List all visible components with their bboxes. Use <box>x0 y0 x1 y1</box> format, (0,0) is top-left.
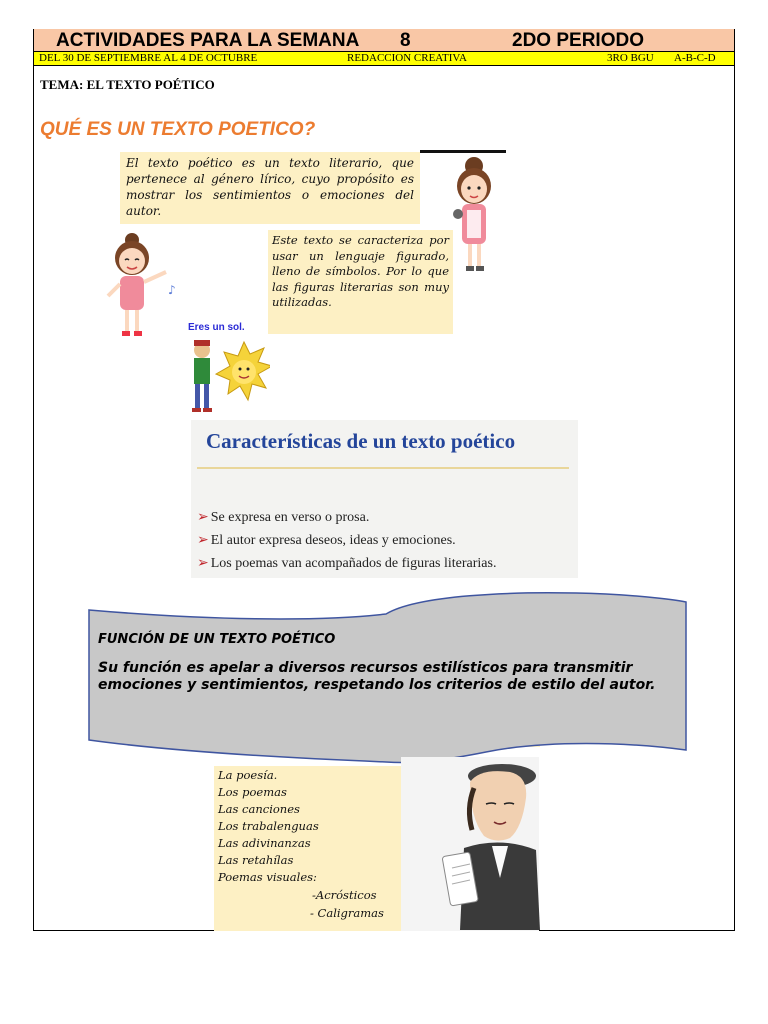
subheader-row <box>34 52 734 66</box>
list-item: Poemas visuales: <box>218 870 317 884</box>
list-item: La poesía. <box>218 768 278 782</box>
characteristics-title: Características de un texto poético <box>206 429 516 453</box>
poet-illustration <box>440 758 540 930</box>
characteristics-divider <box>197 467 569 469</box>
list-subitem: - Caligramas <box>310 906 384 920</box>
list-subitem: -Acrósticos <box>312 888 377 902</box>
language-card: Este texto se caracteriza por usar un lenguaje figurado, lleno de símbolos. Por lo que las figuras literarias son muy utilizadas. <box>268 230 453 334</box>
section-question: QUÉ ES UN TEXTO POETICO? <box>40 119 316 140</box>
list-item: Las adivinanzas <box>218 836 311 850</box>
function-text: Su función es apelar a diversos recursos estilísticos para transmitir emociones y sentimientos, respetando los criterios de estilo del autor. <box>98 660 656 693</box>
header-dates: DEL 30 DE SEPTIEMBRE AL 4 DE OCTUBRE <box>39 52 258 64</box>
boy-and-sun-illustration <box>188 336 270 414</box>
girl-singing-illustration <box>438 152 510 274</box>
characteristics-panel <box>191 420 578 578</box>
characteristic-item: ➢ El autor expresa deseos, ideas y emociones. <box>197 533 456 548</box>
sun-caption: Eres un sol. <box>188 322 245 333</box>
header-row <box>34 29 734 52</box>
arrow-bullet-icon: ➢ <box>197 556 209 571</box>
arrow-bullet-icon: ➢ <box>197 510 209 525</box>
arrow-bullet-icon: ➢ <box>197 533 209 548</box>
list-item: Los poemas <box>218 785 287 799</box>
list-item: Las retahílas <box>218 853 294 867</box>
header-grade: 3RO BGU <box>607 52 654 64</box>
header-week: 8 <box>400 30 411 51</box>
svg-text:♪: ♪ <box>168 283 176 297</box>
characteristic-item: ➢ Se expresa en verso o prosa. <box>197 510 370 525</box>
definition-card: El texto poético es un texto literario, que pertenece al género lírico, cuyo propósito es mostrar los sentimientos o emociones del autor. <box>120 152 420 224</box>
girl-dancing-illustration <box>96 232 186 340</box>
forms-list <box>214 766 401 931</box>
header-title: ACTIVIDADES PARA LA SEMANA <box>56 30 360 51</box>
header-subject: REDACCION CREATIVA <box>347 52 467 64</box>
list-item: Los trabalenguas <box>218 819 319 833</box>
characteristic-item: ➢ Los poemas van acompañados de figuras literarias. <box>197 556 497 571</box>
topic-label: TEMA: EL TEXTO POÉTICO <box>40 77 215 92</box>
header-period: 2DO PERIODO <box>512 30 644 51</box>
list-item: Las canciones <box>218 802 300 816</box>
function-title: FUNCIÓN DE UN TEXTO POÉTICO <box>98 632 336 647</box>
header-sections: A-B-C-D <box>674 52 716 64</box>
